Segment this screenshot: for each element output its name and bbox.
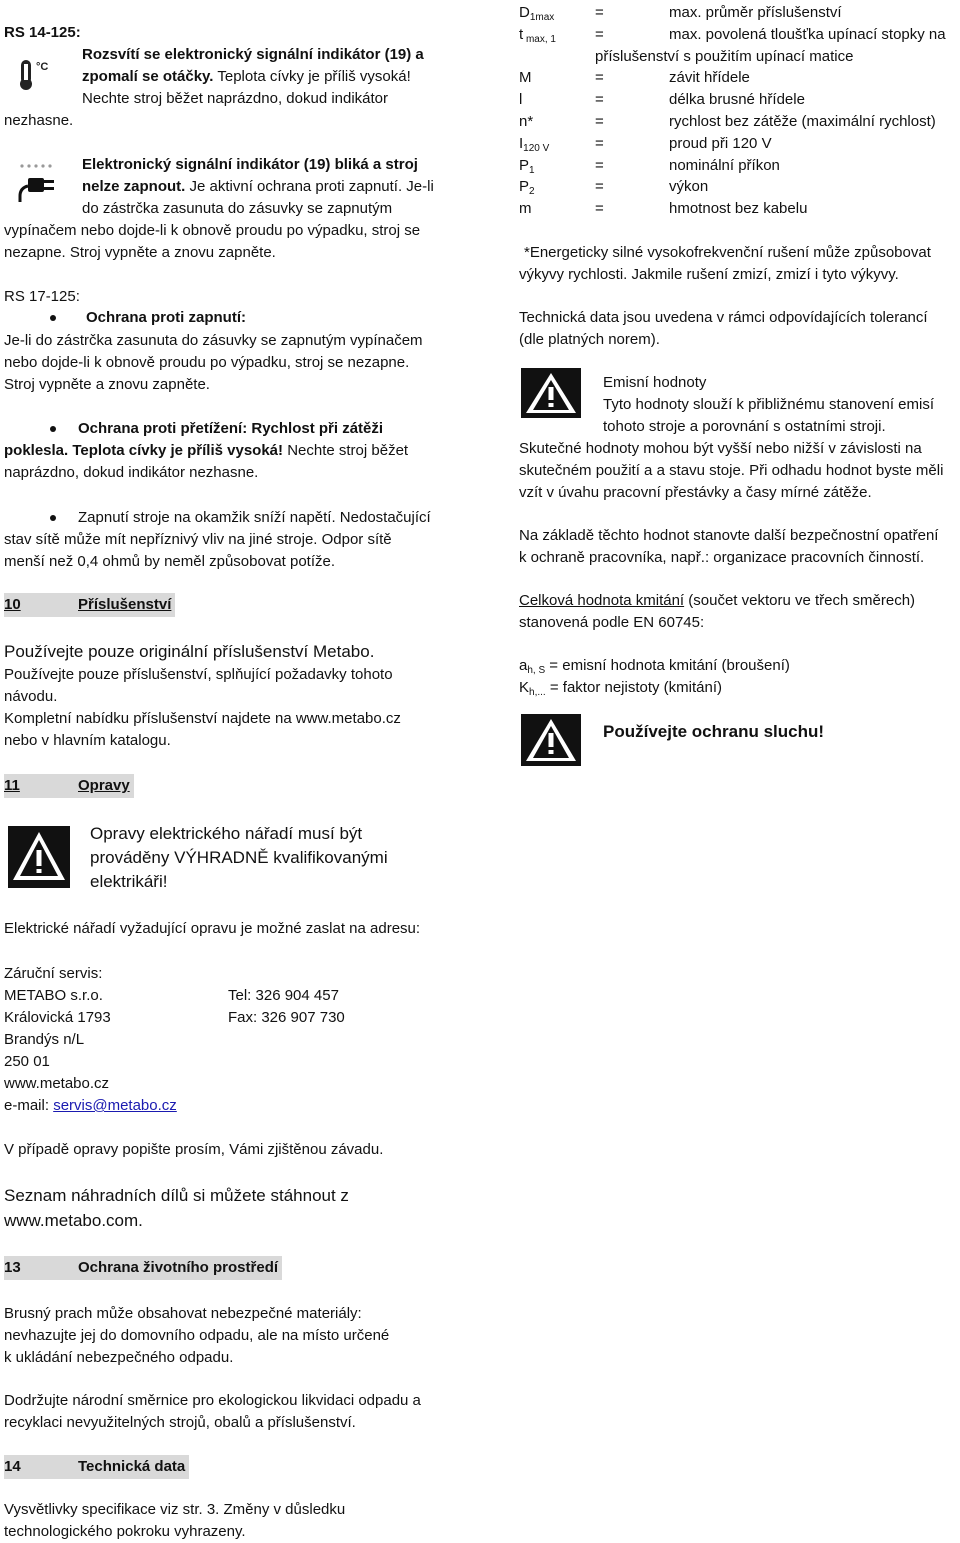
svg-text:°C: °C (36, 61, 49, 73)
safety-line1: Na základě těchto hodnot stanovte další bezpečnostní opatření (519, 527, 939, 544)
section-14-heading: 14 Technická data (4, 1455, 189, 1479)
spec-description: max. povolená tloušťka upínací stopky na (669, 25, 946, 43)
sec13-p1-line2: nevhazujte jej do domovního odpadu, ale na místo určené (4, 1327, 390, 1344)
spec-symbol: $P_2$ (519, 178, 535, 198)
service-web: www.metabo.cz (4, 1075, 110, 1092)
rs14-warn1-line2: zpomalí se otáčky. Teplota cívky je příliš vysoká! (82, 68, 411, 85)
bullet-dot (50, 426, 56, 432)
emission-line6: vzít v úvahu pracovní přestávky a časy mírné zátěže. (519, 484, 872, 501)
rs14-warn1-line3: Nechte stroj běžet naprázdno, dokud indikátor (82, 90, 389, 107)
sec11-warn-line2: prováděny VÝHRADNĚ kvalifikovanými (90, 848, 388, 867)
kh-row: $K_{h,...}$ = faktor nejistoty (kmitání) (519, 679, 723, 698)
spec-description: hmotnost bez kabelu (669, 200, 808, 218)
rs17-bullet1-head: Ochrana proti zapnutí: (86, 309, 247, 326)
sec10-line5: nebo v hlavním katalogu. (4, 732, 171, 749)
sec13-p1-line3: k ukládání nebezpečného odpadu. (4, 1349, 234, 1366)
sec10-line2: Používejte pouze příslušenství, splňující požadavky tohoto (4, 666, 393, 683)
bullet-dot (50, 515, 56, 521)
vibration-line2: stanovená podle EN 60745: (519, 614, 705, 631)
hearing-protection-warning-icon (521, 714, 581, 766)
safety-line2: k ochraně pracovníka, např.: organizace pracovních činností. (519, 549, 925, 566)
rs17-label: RS 17-125: (4, 288, 80, 305)
rs14-warn2-line4: vypínačem nebo dojde-li k obnově proudu po výpadku, stroj se (4, 222, 421, 239)
sec11-parts-line1: Seznam náhradních dílů si můžete stáhnout z (4, 1186, 349, 1205)
rs17-bullet3-line3: menší než 0,4 ohmů by neměl způsobovat potíže. (4, 553, 336, 570)
spec-symbol: $I_{120 V}$ (519, 134, 550, 154)
bullet-dot (50, 315, 56, 321)
spec-description: max. průměr příslušenství (669, 4, 842, 21)
rs17-bullet3-line2: stav sítě může mít nepříznivý vliv na jiné stroje. Odpor sítě (4, 531, 392, 548)
rs17-bullet2-line1: Ochrana proti přetížení: Rychlost při zátěži (78, 420, 384, 437)
sec13-p2-line2: recyklaci nevyužitelných strojů, obalů a příslušenství. (4, 1414, 356, 1431)
service-fax: Fax: 326 907 730 (228, 1009, 345, 1026)
rs14-warn2-line5: nezapne. Stroj vypněte a znovu zapněte. (4, 244, 276, 261)
rs17-bullet2-line2: poklesla. Teplota cívky je příliš vysoká! Nechte stroj běžet (4, 442, 409, 459)
sec11-defect-note: V případě opravy popište prosím, Vámi zjištěnou závadu. (4, 1141, 384, 1158)
service-street: Královická 1793 (4, 1009, 111, 1026)
ah-row: $a_{h, S}$ = emisní hodnota kmitání (broušení) (519, 657, 790, 676)
note-line2: výkyvy rychlosti. Jakmile rušení zmizí, zmizí i tyto výkyvy. (519, 266, 899, 283)
hearing-protection-text: Používejte ochranu sluchu! (603, 722, 825, 741)
rs14-warn1-line1: Rozsvítí se elektronický signální indikátor (19) a (82, 46, 424, 63)
spec-equals: = (595, 178, 604, 196)
rs17-bullet2-line3: naprázdno, dokud indikátor nezhasne. (4, 464, 259, 481)
sec11-paragraph: Elektrické nářadí vyžadující opravu je možné zaslat na adresu: (4, 920, 421, 937)
tolerance-line1: Technická data jsou uvedena v rámci odpovídajících tolerancí (519, 309, 928, 326)
spec-symbol: t $_{max, 1}$ (519, 25, 556, 45)
warning-icon (521, 368, 581, 418)
spec-description: výkon (669, 178, 709, 196)
thermometer-icon (10, 56, 60, 92)
rs14-warn2-line3: do zástrčka zasunuta do zásuvky se zapnutým (82, 200, 393, 217)
service-label: Záruční servis: (4, 965, 103, 982)
spec-symbol: $P_1$ (519, 156, 535, 176)
spec-equals: = (595, 113, 604, 130)
note-line1: *Energeticky silné vysokofrekvenční rušení může způsobovat (524, 244, 931, 261)
vibration-line1: Celková hodnota kmitání (součet vektoru ve třech směrech) (519, 592, 916, 609)
spec-description: závit hřídele (669, 69, 750, 87)
sec11-warn-line3: elektrikáři! (90, 872, 168, 891)
spec-equals: = (595, 91, 604, 109)
service-zip: 250 01 (4, 1053, 50, 1070)
spec-description: příslušenství s použitím upínací matice (595, 47, 854, 65)
email-link[interactable]: servis@metabo.cz (53, 1097, 177, 1114)
rs17-bullet3-line1: Zapnutí stroje na okamžik sníží napětí. Nedostačující (78, 509, 431, 526)
rs14-label: RS 14-125: (4, 24, 81, 41)
spec-equals: = (595, 156, 604, 174)
spec-symbol: l (519, 91, 523, 109)
plug-icon (14, 162, 64, 204)
section-10-heading: 10 Příslušenství (4, 593, 175, 617)
spec-description: délka brusné hřídele (669, 91, 805, 109)
rs17-bullet1-line1: Je-li do zástrčka zasunuta do zásuvky se zapnutým vypínačem (4, 332, 423, 349)
spec-equals: = (595, 200, 604, 218)
sec11-parts-line2: www.metabo.com. (4, 1211, 143, 1230)
section-13-heading: 13 Ochrana životního prostředí (4, 1256, 282, 1280)
emission-line2: Tyto hodnoty slouží k přibližnému stanovení emisí (603, 396, 934, 413)
spec-symbol: m (519, 200, 532, 218)
warning-icon (8, 826, 70, 888)
sec10-line4: Kompletní nabídku příslušenství najdete na www.metabo.cz (4, 710, 401, 727)
section-11-heading: 11 Opravy (4, 774, 134, 798)
spec-description: proud při 120 V (669, 134, 772, 152)
spec-symbol: $D_{1max}$ (519, 4, 555, 23)
spec-symbol: n* (519, 113, 534, 130)
spec-description: rychlost bez zátěže (maximální rychlost) (669, 113, 936, 130)
sec10-line3: návodu. (4, 688, 58, 705)
rs14-warn2-line1: Elektronický signální indikátor (19) bliká a stroj (82, 156, 418, 173)
spec-equals: = (595, 69, 604, 87)
emission-line5: skutečném použití a a stavu stoje. Při odhadu hodnot byste měli (519, 462, 944, 479)
sec14-line2: technologického pokroku vyhrazeny. (4, 1523, 246, 1540)
emission-line3: tohoto stroje a porovnání s ostatními stroji. (603, 418, 886, 435)
rs14-warn1-line4: nezhasne. (4, 112, 74, 129)
spec-description: nominální příkon (669, 156, 780, 174)
sec11-warn-line1: Opravy elektrického nářadí musí být (90, 824, 363, 843)
spec-equals: = (595, 25, 604, 43)
spec-equals: = (595, 4, 604, 21)
service-email-row: e-mail: servis@metabo.cz (4, 1097, 177, 1114)
sec10-line1: Používejte pouze originální příslušenství Metabo. (4, 642, 375, 661)
tolerance-line2: (dle platných norem). (519, 331, 660, 348)
rs17-bullet1-line3: Stroj vypněte a znovu zapněte. (4, 376, 210, 393)
sec14-line1: Vysvětlivky specifikace viz str. 3. Změny v důsledku (4, 1501, 346, 1518)
emission-line4: Skutečné hodnoty mohou být vyšší nebo nižší v závislosti na (519, 440, 922, 457)
service-company: METABO s.r.o. (4, 987, 103, 1004)
sec13-p2-line1: Dodržujte národní směrnice pro ekologickou likvidaci odpadu a (4, 1392, 421, 1409)
emission-heading: Emisní hodnoty (603, 374, 707, 391)
sec13-p1-line1: Brusný prach může obsahovat nebezpečné materiály: (4, 1305, 362, 1322)
rs14-warn2-line2: nelze zapnout. Je aktivní ochrana proti zapnutí. Je-li (82, 178, 434, 195)
spec-equals: = (595, 134, 604, 152)
spec-symbol: M (519, 69, 532, 87)
service-city: Brandýs n/L (4, 1031, 85, 1048)
rs17-bullet1-line2: nebo dojde-li k obnově proudu po výpadku, stroj se nezapne. (4, 354, 410, 371)
service-tel: Tel: 326 904 457 (228, 987, 339, 1004)
